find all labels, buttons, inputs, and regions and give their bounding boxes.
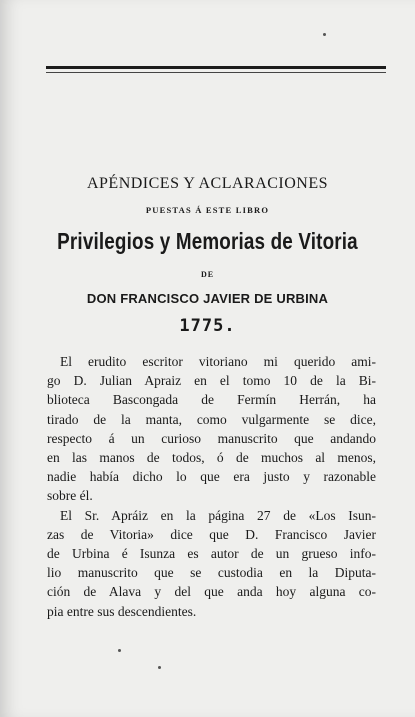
text-line: El Sr. Apráiz en la página 27 de «Los Isun-	[60, 507, 376, 523]
text-line: lio manuscrito que se custodia en la Diputa-	[47, 565, 376, 581]
author-name: DON FRANCISCO JAVIER DE URBINA	[86, 291, 329, 306]
section-title: APÉNDICES Y ACLARACIONES	[86, 175, 329, 192]
text-line: respecto á un curioso manuscrito que andando	[47, 430, 376, 446]
speck	[118, 649, 121, 652]
text-line: go D. Julian Apraiz en el tomo 10 de la Bi-	[47, 373, 376, 389]
text-line: nadie había dicho lo que era justo y razonable	[47, 469, 376, 485]
year: 1775.	[179, 316, 236, 336]
speck	[158, 666, 161, 669]
top-rule	[46, 66, 386, 69]
book-title: Privilegios y Memorias de Vitoria	[57, 228, 358, 254]
text-line: ción de Alava y del que anda hoy alguna co-	[47, 584, 376, 600]
text-line: blioteca Bascongada de Fermín Herrán, ha	[47, 392, 376, 408]
text-line: de Urbina é Isunza es autor de un grueso info-	[47, 546, 376, 562]
text-line: tirado de la manta, como vulgarmente se dice,	[47, 411, 376, 427]
top-rule-thin	[46, 72, 386, 73]
section-subtitle: PUESTAS Á ESTE LIBRO	[145, 205, 270, 215]
preposition-de: DE	[200, 270, 215, 279]
text-line: zas de Vitoria» dice que D. Francisco Javier	[47, 526, 376, 542]
body-text	[47, 352, 376, 621]
text-line: pia entre sus descendientes.	[47, 603, 197, 619]
text-line: sobre él.	[47, 488, 93, 504]
text-line: El erudito escritor vitoriano mi querido ami-	[60, 354, 376, 369]
speck	[323, 33, 326, 36]
text-line: en las manos de todos, ó de muchos al menos,	[47, 450, 376, 466]
